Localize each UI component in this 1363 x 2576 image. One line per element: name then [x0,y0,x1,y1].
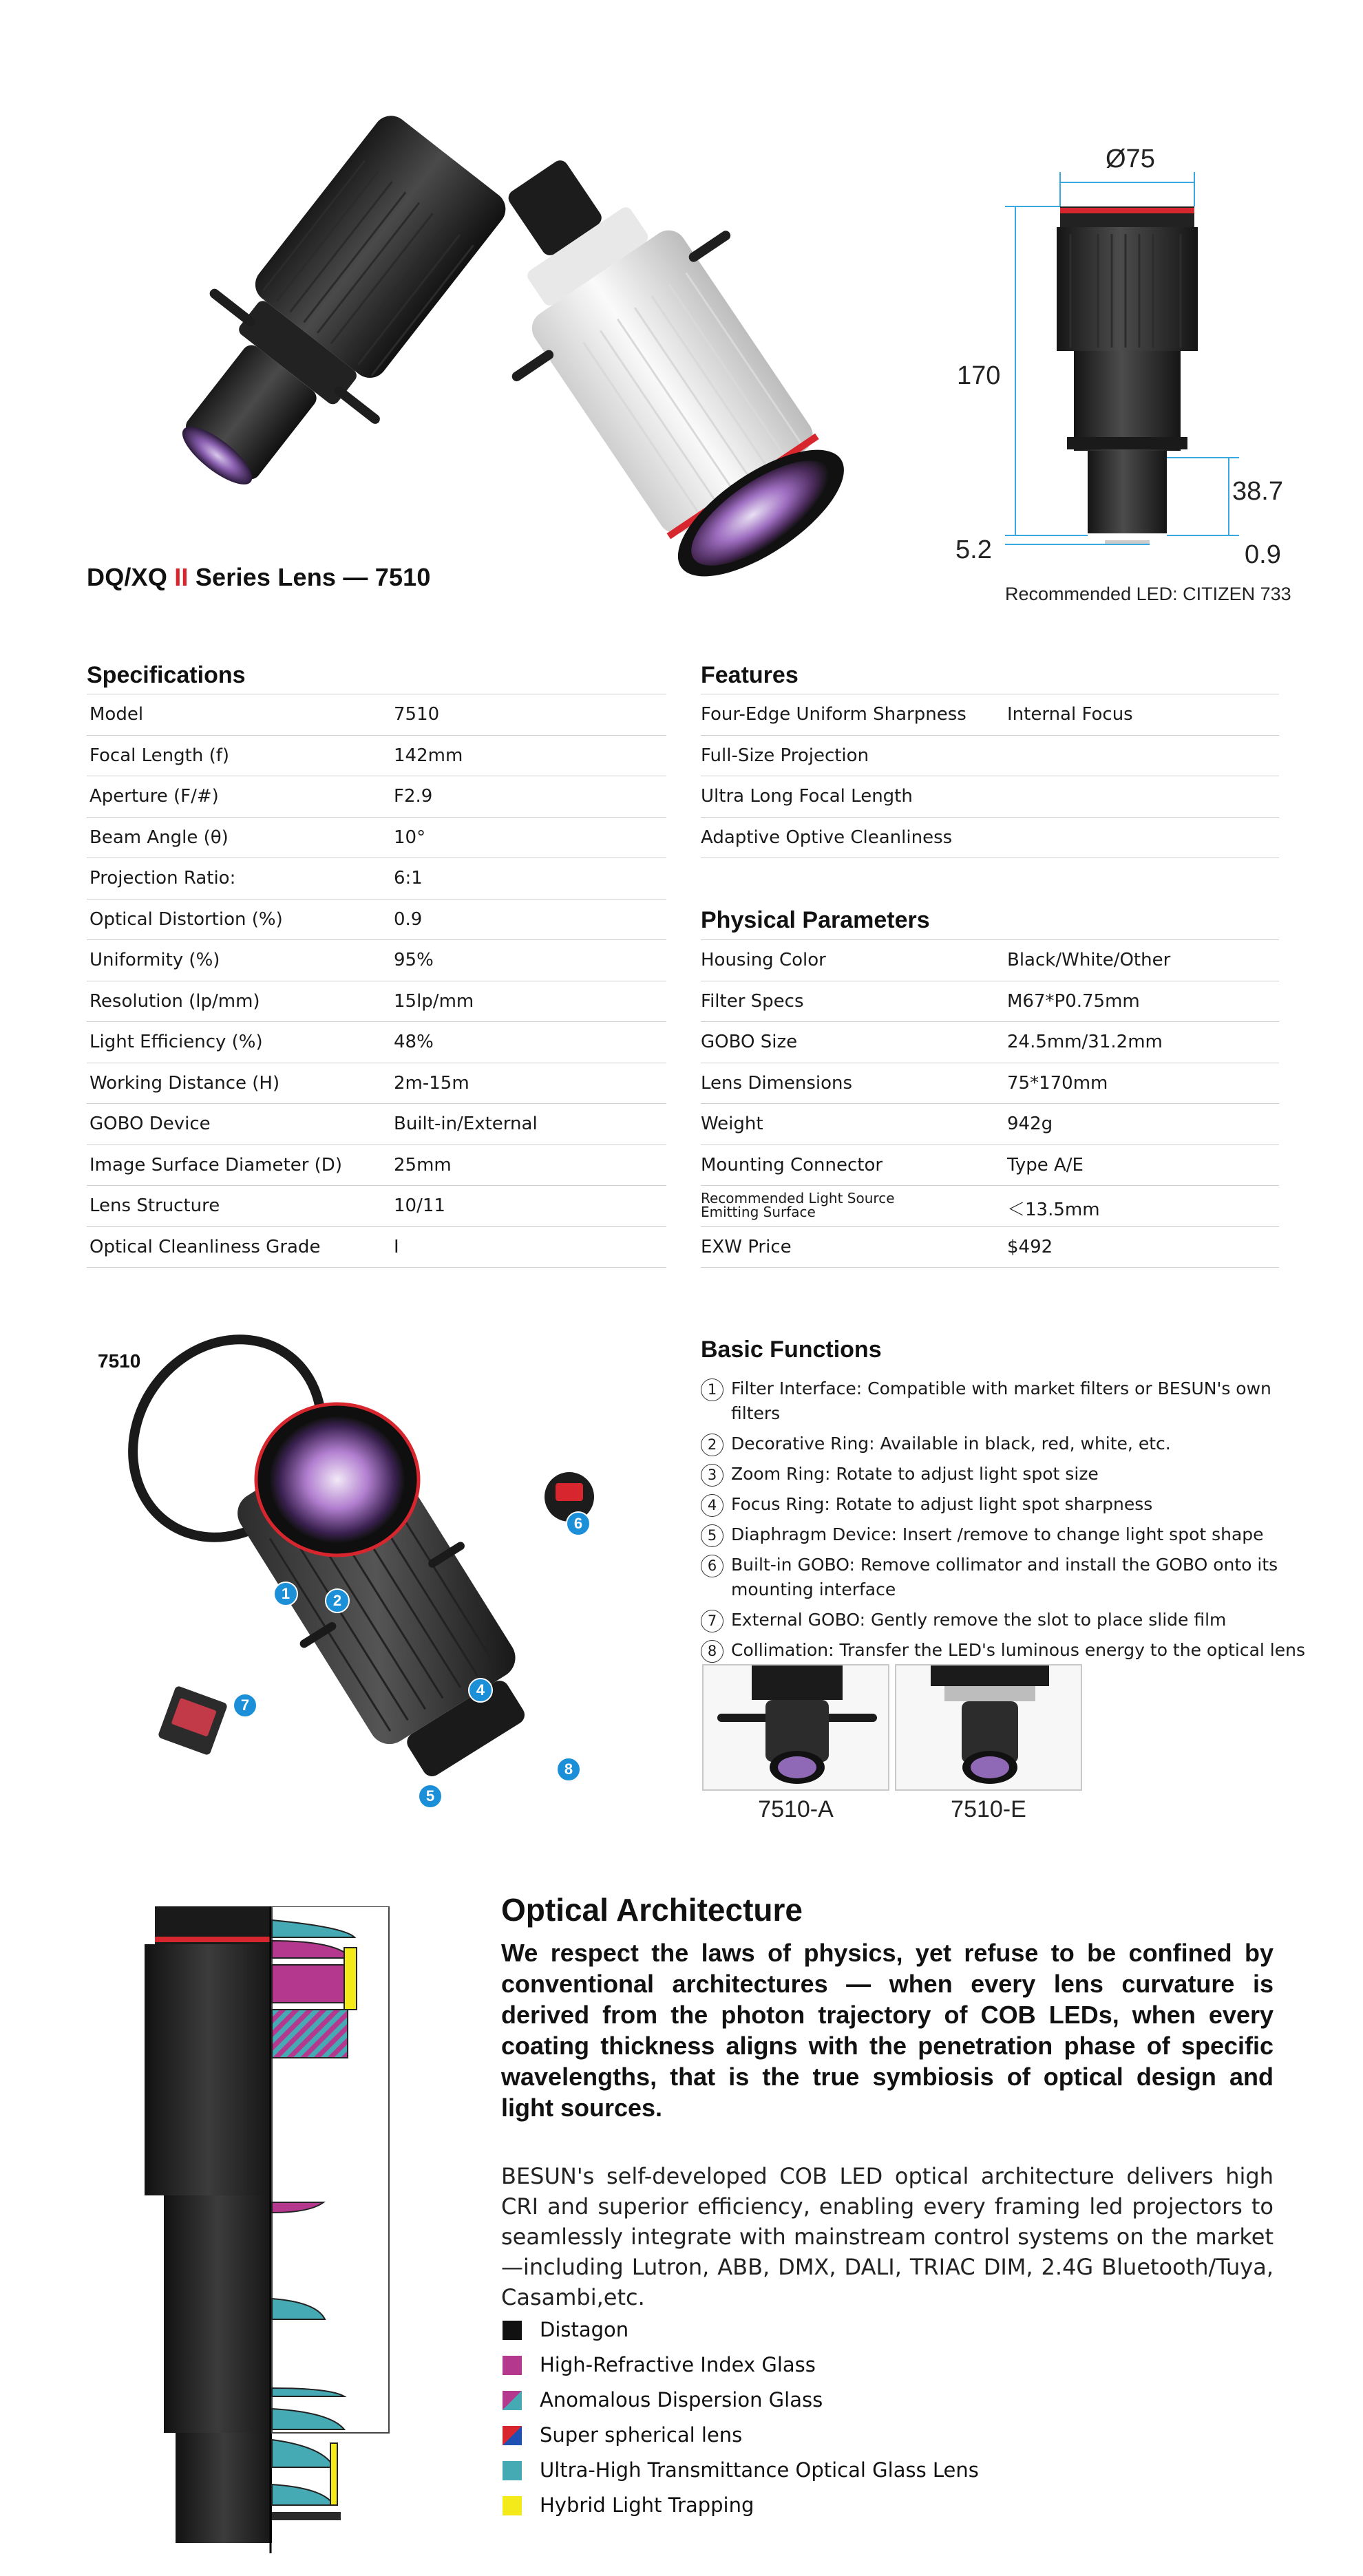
table-row [87,1104,666,1145]
function-number: 8 [701,1640,723,1663]
white-lens-product-image [468,131,854,599]
row-label: GOBO Device [89,1114,211,1134]
variant-a-lens-icon [704,1665,889,1791]
row-label: EXW Price [701,1236,792,1257]
table-row [87,736,666,777]
function-text: External GOBO: Gently remove the slot to place slide film [731,1610,1227,1630]
variant-7510-a-label: 7510-A [758,1796,834,1822]
table-row [701,940,1279,981]
row-label: Focal Length (f) [89,745,230,766]
function-item [701,1608,1307,1632]
function-item [701,1638,1307,1663]
specifications-table [87,694,666,1268]
row-label: Optical Cleanliness Grade [89,1236,321,1257]
row-label: Four-Edge Uniform Sharpness [701,704,966,725]
row-value: 15lp/mm [394,990,474,1012]
physical-title: Physical Parameters [701,907,930,933]
row-value: 95% [394,950,434,970]
legend-item [503,2460,979,2495]
row-value: 10/11 [394,1195,445,1216]
table-row [87,776,666,818]
dimension-drawing [950,138,1280,578]
row-label: Working Distance (H) [89,1072,280,1094]
row-value: I [394,1236,399,1257]
dim-gap: 5.2 [955,535,992,564]
table-row [87,1022,666,1063]
table-row [701,818,1279,859]
function-text: Diaphragm Device: Insert /remove to change light spot shape [731,1524,1264,1544]
function-item [701,1431,1307,1456]
table-row [701,1145,1279,1186]
row-value: 942g [1007,1114,1053,1134]
dim-lower: 38.7 [1232,477,1283,506]
table-row [701,736,1279,777]
legend-label: Super spherical lens [540,2423,743,2447]
table-row [87,818,666,859]
table-row [701,694,1279,736]
function-item [701,1522,1307,1547]
row-value: 48% [394,1032,434,1052]
badge-1: 1 [273,1582,298,1606]
exploded-model-label: 7510 [98,1350,141,1372]
function-text: Built-in GOBO: Remove collimator and install the GOBO onto its mounting interface [731,1555,1278,1599]
row-value: $492 [1007,1236,1053,1257]
table-row [87,1186,666,1227]
row-label: Housing Color [701,950,826,970]
row-label: Weight [701,1114,763,1134]
variant-7510-e-label: 7510-E [951,1796,1026,1822]
table-row [701,1063,1279,1105]
dim-diameter: Ø75 [1106,145,1155,173]
function-item [701,1376,1307,1426]
row-label: Lens Structure [89,1195,220,1216]
row-label: Resolution (lp/mm) [89,990,260,1012]
row-label: Full-Size Projection [701,745,869,766]
variant-7510-a-image [702,1664,889,1791]
legend-label: Distagon [540,2318,629,2341]
function-number: 6 [701,1555,723,1577]
table-row [701,1022,1279,1063]
function-text: Filter Interface: Compatible with market filters or BESUN's own filters [731,1379,1271,1423]
basic-functions-title: Basic Functions [701,1337,882,1363]
dim-height: 170 [957,361,1001,390]
legend-swatch [503,2496,522,2515]
row-value: M67*P0.75mm [1007,990,1140,1012]
legend-label: High-Refractive Index Glass [540,2353,816,2376]
dim-offset: 0.9 [1245,540,1281,569]
row-label: Image Surface Diameter (D) [89,1154,342,1175]
function-number: 4 [701,1494,723,1517]
row-value: F2.9 [394,786,433,807]
table-row [701,1186,1279,1227]
table-row [701,1104,1279,1145]
physical-table [701,939,1279,1268]
function-number: 5 [701,1524,723,1547]
function-text: Collimation: Transfer the LED's luminous energy to the optical lens [731,1640,1305,1660]
table-row [87,694,666,736]
features-title: Features [701,662,799,688]
row-value: 75*170mm [1007,1072,1108,1094]
row-label: Uniformity (%) [89,950,220,970]
row-label: Filter Specs [701,990,804,1012]
row-label: Ultra Long Focal Length [701,786,913,807]
row-value: Built-in/External [394,1114,538,1134]
table-row [87,900,666,941]
legend-swatch [503,2426,522,2445]
function-number: 1 [701,1379,723,1401]
legend-swatch [503,2391,522,2410]
row-label: Adaptive Optive Cleanliness [701,827,953,848]
row-value: Internal Focus [1007,704,1133,725]
badge-8: 8 [556,1757,581,1782]
row-label: Light Efficiency (%) [89,1032,263,1052]
row-label: Beam Angle (θ) [89,827,229,848]
badge-2: 2 [325,1588,350,1613]
function-item [701,1492,1307,1517]
table-row [87,940,666,981]
row-value: ＜13.5mm [1007,1200,1100,1220]
legend-item [503,2495,979,2530]
legend-label: Anomalous Dispersion Glass [540,2388,823,2412]
function-text: Focus Ring: Rotate to adjust light spot sharpness [731,1494,1153,1514]
features-table [701,694,1279,858]
row-label: Lens Dimensions [701,1072,853,1094]
legend-item [503,2354,979,2389]
exploded-lens-image [117,1328,640,1824]
table-row [87,1063,666,1105]
badge-4: 4 [468,1678,493,1703]
variant-7510-e-image [895,1664,1082,1791]
row-value: 6:1 [394,868,423,888]
function-number: 3 [701,1464,723,1487]
table-row [701,1227,1279,1268]
legend-swatch [503,2461,522,2480]
row-label: Projection Ratio: [89,868,236,888]
table-row [701,776,1279,818]
recommended-led: Recommended LED: CITIZEN 733 [1005,584,1291,604]
row-value: 25mm [394,1154,452,1175]
row-value: 7510 [394,704,440,725]
row-label: GOBO Size [701,1032,798,1052]
variant-e-lens-icon [896,1665,1082,1791]
optical-architecture-title: Optical Architecture [501,1892,803,1928]
table-row [87,1227,666,1268]
row-value: 24.5mm/31.2mm [1007,1032,1163,1052]
row-label: Recommended Light Source Emitting Surface [701,1190,895,1220]
row-value: Black/White/Other [1007,950,1171,970]
legend-item [503,2389,979,2425]
table-row [701,981,1279,1023]
table-row [87,981,666,1023]
row-label: Optical Distortion (%) [89,908,283,930]
row-value: 142mm [394,745,463,766]
legend-swatch [503,2356,522,2375]
legend-item [503,2425,979,2460]
legend-label: Hybrid Light Trapping [540,2493,754,2517]
table-row [87,858,666,900]
row-value: 10° [394,827,426,848]
legend-label: Ultra-High Transmittance Optical Glass Lens [540,2458,979,2482]
product-title: DQ/XQ II Series Lens — 7510 [87,563,431,591]
row-label: Model [89,704,144,725]
row-label: Aperture (F/#) [89,786,219,807]
function-item [701,1553,1307,1602]
badge-7: 7 [233,1693,257,1718]
glass-legend [503,2319,979,2530]
row-value: 0.9 [394,908,423,930]
badge-5: 5 [418,1784,443,1809]
row-value: Type A/E [1007,1154,1084,1175]
row-value: 2m-15m [394,1072,469,1094]
table-row [87,1145,666,1186]
function-item [701,1462,1307,1487]
function-number: 7 [701,1610,723,1632]
function-number: 2 [701,1434,723,1456]
specifications-title: Specifications [87,662,246,688]
optical-architecture-body: BESUN's self-developed COB LED optical architecture delivers high CRI and superior efficiency, enabling every framing led projectors to seamlessly integrate with mainstream control systems on the market—including Lutron, ABB, DMX, DALI, TRIAC DIM, 2.4G Bluetooth/Tuya, Casambi,etc. [501,2163,1274,2310]
optical-cross-section-image [138,1906,406,2553]
legend-swatch [503,2321,522,2340]
function-text: Decorative Ring: Available in black, red, white, etc. [731,1434,1171,1454]
optical-architecture-lead: We respect the laws of physics, yet refuse to be confined by conventional architectures — when every lens curvature is derived from the photon trajectory of COB LEDs, when every coating thickness aligns with the penetration phase of specific wavelengths, that is the true symbiosis of optical design and light sources. [501,1939,1274,2122]
basic-functions-list [701,1376,1307,1668]
legend-item [503,2319,979,2354]
row-label: Mounting Connector [701,1154,883,1175]
function-text: Zoom Ring: Rotate to adjust light spot size [731,1464,1099,1484]
badge-6: 6 [566,1511,591,1536]
